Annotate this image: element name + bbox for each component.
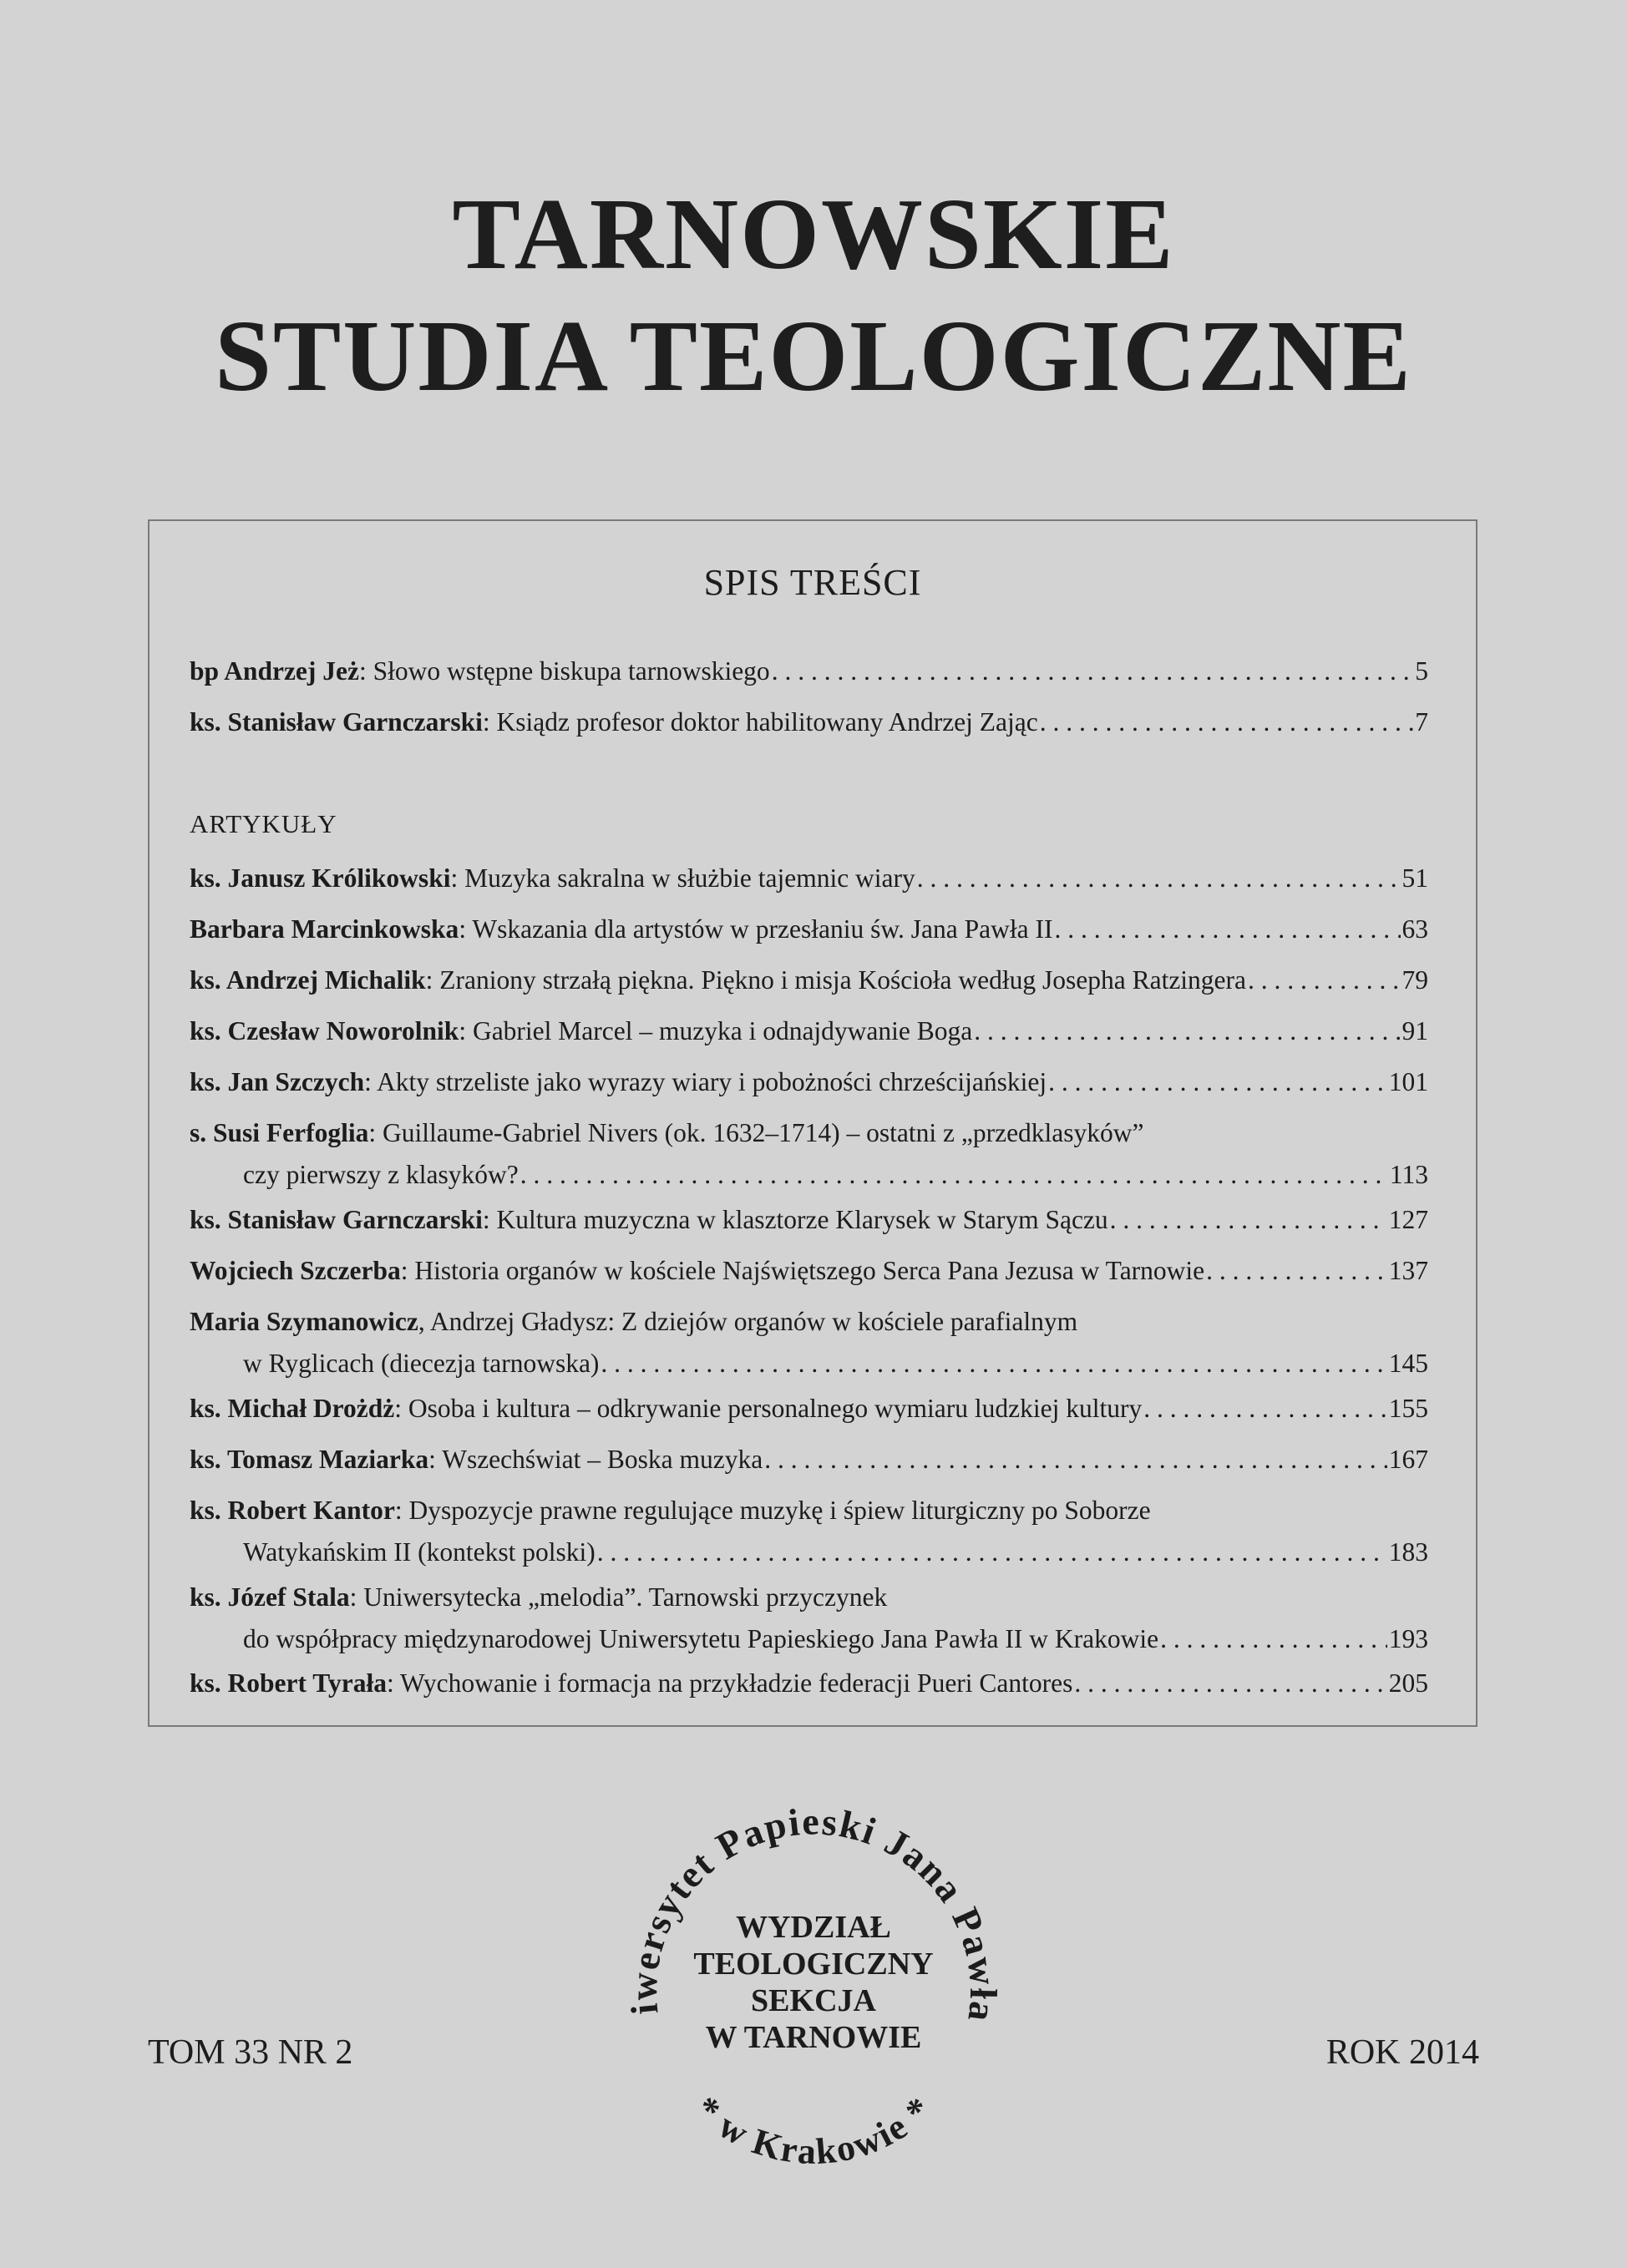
dot-leader — [1074, 1663, 1386, 1704]
entry-title-continued: w Ryglicach (diecezja tarnowska) — [243, 1349, 600, 1378]
entry-page: 113 — [1389, 1160, 1428, 1189]
entry-author: ks. Tomasz Maziarka — [190, 1445, 429, 1474]
university-seal — [605, 1769, 1022, 2186]
entry-page: 63 — [1401, 914, 1428, 944]
dot-leader — [1160, 1618, 1387, 1660]
toc-entry — [190, 1301, 1428, 1385]
entry-title: : Słowo wstępne biskupa tarnowskiego — [358, 656, 770, 686]
entry-title: : Gabriel Marcel – muzyka i odnajdywanie Boga — [459, 1016, 973, 1045]
entry-page: 51 — [1401, 863, 1428, 893]
dot-leader — [1143, 1388, 1387, 1430]
seal-center-line: WYDZIAŁ — [736, 1910, 891, 1945]
dot-leader — [764, 1439, 1387, 1481]
toc-entry — [190, 1112, 1428, 1196]
entry-author: ks. Stanisław Garnczarski — [190, 707, 483, 737]
publication-year: ROK 2014 — [1325, 2033, 1479, 2072]
entry-title: : Zraniony strzałą piękna. Piękno i misja Kościoła według Josepha Ratzingera — [425, 965, 1247, 995]
dot-leader — [520, 1154, 1388, 1196]
toc-entry — [190, 1577, 1428, 1660]
seal-center-line: W TARNOWIE — [705, 2020, 922, 2055]
entry-author: ks. Robert Tyrała — [190, 1668, 387, 1698]
entry-title: : Osoba i kultura – odkrywanie personalnego wymiaru ludzkiej kultury — [394, 1394, 1143, 1423]
toc-heading: SPIS TREŚCI — [703, 562, 922, 603]
entry-title: : Akty strzeliste jako wyrazy wiary i pobożności chrześcijańskiej — [364, 1067, 1047, 1096]
entry-title-continued: czy pierwszy z klasyków? — [243, 1160, 519, 1189]
entry-author: ks. Janusz Królikowski — [190, 863, 451, 893]
volume-number: TOM 33 NR 2 — [148, 2033, 353, 2072]
dot-leader — [597, 1531, 1387, 1573]
seal-center-line: TEOLOGICZNY — [693, 1947, 934, 1982]
entry-page: 193 — [1388, 1624, 1428, 1653]
dot-leader — [1048, 1061, 1387, 1103]
entry-page: 79 — [1401, 965, 1428, 995]
dot-leader — [601, 1343, 1386, 1385]
dot-leader — [772, 651, 1414, 692]
section-heading-articles: ARTYKUŁY — [190, 809, 337, 838]
entry-title: : Wskazania dla artystów w przesłaniu św. Jana Pawła II — [459, 914, 1053, 944]
entry-page: 155 — [1388, 1394, 1428, 1423]
toc-entry — [190, 651, 1428, 692]
journal-title-line-2: STUDIA TEOLOGICZNE — [215, 300, 1412, 413]
entry-author: ks. Jan Szczych — [190, 1067, 365, 1096]
seal-center-line: SEKCJA — [751, 1983, 876, 2018]
entry-title: : Ksiądz profesor doktor habilitowany Andrzej Zając — [482, 707, 1038, 737]
dot-leader — [1110, 1199, 1387, 1241]
entry-page: 183 — [1388, 1537, 1428, 1567]
entry-page: 5 — [1415, 656, 1428, 686]
entry-page: 145 — [1388, 1349, 1428, 1378]
entry-title: : Dyspozycje prawne regulujące muzykę i śpiew liturgiczny po Soborze — [394, 1496, 1151, 1525]
entry-author: ks. Czesław Noworolnik — [190, 1016, 459, 1045]
entry-title: : Muzyka sakralna w służbie tajemnic wiary — [450, 863, 915, 893]
entry-author: s. Susi Ferfoglia — [190, 1118, 369, 1147]
entry-page: 101 — [1388, 1067, 1428, 1096]
dot-leader — [1206, 1250, 1387, 1292]
entry-title: : Wychowanie i formacja na przykładzie federacji Pueri Cantores — [386, 1668, 1073, 1698]
dot-leader — [1054, 909, 1400, 950]
toc-entry — [190, 909, 1428, 950]
entry-page: 137 — [1388, 1256, 1428, 1285]
toc-entry — [190, 1010, 1428, 1052]
entry-title: , Andrzej Gładysz: Z dziejów organów w kościele parafialnym — [418, 1307, 1078, 1336]
entry-author: Wojciech Szczerba — [190, 1256, 401, 1285]
toc-entry — [190, 1439, 1428, 1481]
toc-entry — [190, 858, 1428, 899]
seal-center-text — [605, 1909, 1022, 2056]
entry-author: ks. Michał Drożdż — [190, 1394, 395, 1423]
toc-entry — [190, 701, 1428, 743]
entry-author: ks. Józef Stala — [190, 1582, 350, 1612]
dot-leader — [1248, 959, 1400, 1001]
entry-author: ks. Andrzej Michalik — [190, 965, 426, 995]
entry-title: : Uniwersytecka „melodia”. Tarnowski przyczynek — [349, 1582, 888, 1612]
entry-title-continued: do współpracy międzynarodowej Uniwersytetu Papieskiego Jana Pawła II w Krakowie — [243, 1624, 1159, 1653]
entry-title: : Guillaume-Gabriel Nivers (ok. 1632–1714) – ostatni z „przedklasyków” — [368, 1118, 1144, 1147]
entry-author: Barbara Marcinkowska — [190, 914, 459, 944]
seal-arc-top-text: iwersytet Papieski Jana Pawła — [621, 1800, 1006, 2026]
entry-author: ks. Robert Kantor — [190, 1496, 395, 1525]
toc-entry — [190, 1199, 1428, 1241]
entry-page: 127 — [1388, 1205, 1428, 1234]
entry-author: ks. Stanisław Garnczarski — [190, 1205, 483, 1234]
entry-title: : Historia organów w kościele Najświętszego Serca Pana Jezusa w Tarnowie — [400, 1256, 1205, 1285]
entry-page: 91 — [1401, 1016, 1428, 1045]
toc-entry — [190, 1490, 1428, 1573]
dot-leader — [1040, 701, 1414, 743]
entry-title: : Wszechświat – Boska muzyka — [428, 1445, 763, 1474]
entry-page: 167 — [1388, 1445, 1428, 1474]
entry-page: 7 — [1415, 707, 1428, 737]
table-of-contents — [148, 519, 1477, 1727]
entry-author: Maria Szymanowicz — [190, 1307, 418, 1336]
dot-leader — [917, 858, 1401, 899]
entry-title-continued: Watykańskim II (kontekst polski) — [243, 1537, 596, 1567]
entry-page: 205 — [1388, 1668, 1428, 1698]
toc-entry — [190, 1250, 1428, 1292]
entry-author: bp Andrzej Jeż — [190, 656, 359, 686]
journal-title-line-1: TARNOWSKIE — [452, 178, 1175, 291]
toc-entry — [190, 959, 1428, 1001]
entry-title: : Kultura muzyczna w klasztorze Klarysek w Starym Sączu — [482, 1205, 1108, 1234]
toc-entry — [190, 1061, 1428, 1103]
dot-leader — [974, 1010, 1400, 1052]
toc-entry — [190, 1663, 1428, 1704]
seal-arc-bottom-text: * w Krakowie * — [687, 2088, 940, 2173]
toc-entry — [190, 1388, 1428, 1430]
